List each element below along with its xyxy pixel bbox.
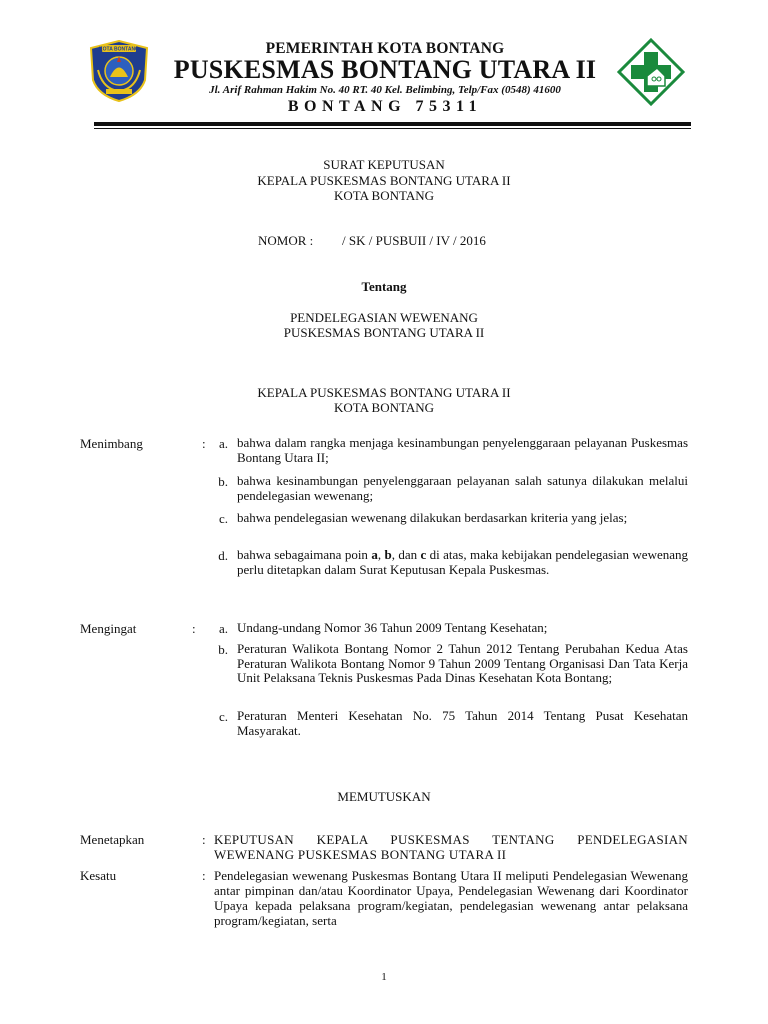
menetapkan-colon: : [202,832,206,847]
doc-subject-line2: PUSKESMAS BONTANG UTARA II [283,325,485,340]
kesatu-text: Pendelegasian wewenang Puskesmas Bontang Utara II meliputi Pendelegasian Wewenang antar pimpinan dan/atau Koordinator Upaya, Pendelegasian Wewenang dari Koordinator Upaya kepada pelaksana program/kegiatan, pendelegasian wewenang antar pelaksana program/kegiatan, serta [214,868,688,928]
letterhead-address: Jl. Arif Rahman Hakim No. 40 RT. 40 Kel. Belimbing, Telp/Fax (0548) 41600 [209,84,561,96]
letterhead-government: PEMERINTAH KOTA BONTANG [265,40,505,57]
mengingat-label: Mengingat [80,621,137,636]
doc-tentang: Tentang [361,279,407,294]
kesatu-colon: : [202,868,206,883]
menimbang-label: Menimbang [80,436,143,451]
menimbang-item-letter: d. [218,548,228,563]
mengingat-item-letter: c. [218,709,228,724]
letterhead-institution-name: PUSKESMAS BONTANG UTARA II [173,55,597,84]
mengingat-item-text: Peraturan Walikota Bontang Nomor 2 Tahun 2012 Tentang Perubahan Kedua Atas Peraturan Walikota Bontang Nomor 9 Tahun 2009 Tentang Organisasi Dan Tata Kerja Unit Pelaksana Teknis Puskesmas Pada Dinas Kesehatan Kota Bontang; [237,641,688,685]
page-number: 1 [381,971,387,983]
menimbang-item-letter: c. [218,511,228,526]
issuer-line1: KEPALA PUSKESMAS BONTANG UTARA II [257,385,511,400]
menetapkan-label: Menetapkan [80,832,145,847]
doc-number-label: NOMOR : [258,233,314,248]
kesatu-label: Kesatu [80,868,117,883]
mengingat-item-letter: a. [218,621,228,636]
mengingat-item-letter: b. [218,642,228,657]
menimbang-item-text: bahwa pendelegasian wewenang dilakukan berdasarkan kriteria yang jelas; [237,510,628,525]
doc-number-value: / SK / PUSBUII / IV / 2016 [342,233,486,248]
doc-title-line3: KOTA BONTANG [333,188,435,203]
menimbang-item-letter: a. [218,436,228,451]
menetapkan-text: KEPUTUSAN KEPALA PUSKESMAS TENTANG PENDELEGASIAN WEWENANG PUSKESMAS BONTANG UTARA II [214,832,688,862]
doc-title-line1: SURAT KEPUTUSAN [323,157,445,172]
letterhead-divider-thick [94,122,691,126]
svg-text:KOTA BONTANG: KOTA BONTANG [99,46,139,53]
doc-title-line2: KEPALA PUSKESMAS BONTANG UTARA II [257,173,511,188]
menimbang-item-letter: b. [218,474,228,489]
memutuskan-heading: MEMUTUSKAN [337,789,431,804]
letterhead-divider-thin [94,128,691,129]
issuer-line2: KOTA BONTANG [333,400,435,415]
mengingat-item-text: Undang-undang Nomor 36 Tahun 2009 Tentang Kesehatan; [237,620,548,635]
menimbang-colon: : [202,436,206,451]
kota-bontang-emblem-icon [88,40,150,102]
mengingat-colon: : [192,621,196,636]
mengingat-item-text: Peraturan Menteri Kesehatan No. 75 Tahun 2014 Tentang Pusat Kesehatan Masyarakat. [237,708,688,738]
menimbang-item-text: bahwa sebagaimana poin a, b, dan c di atas, maka kebijakan pendelegasian wewenang perlu ditetapkan dalam Surat Keputusan Kepala Puskesmas. [237,547,688,577]
menimbang-item-text: bahwa kesinambungan penyelenggaraan pelayanan salah satunya dilakukan melalui pendelegasian wewenang; [237,473,688,503]
letterhead-city-postcode: BONTANG 75311 [287,98,483,115]
puskesmas-cross-emblem-icon [617,38,685,106]
doc-subject-line1: PENDELEGASIAN WEWENANG [290,310,478,325]
menimbang-item-text: bahwa dalam rangka menjaga kesinambungan penyelenggaraan pelayanan Puskesmas Bontang Utara II; [237,435,688,465]
